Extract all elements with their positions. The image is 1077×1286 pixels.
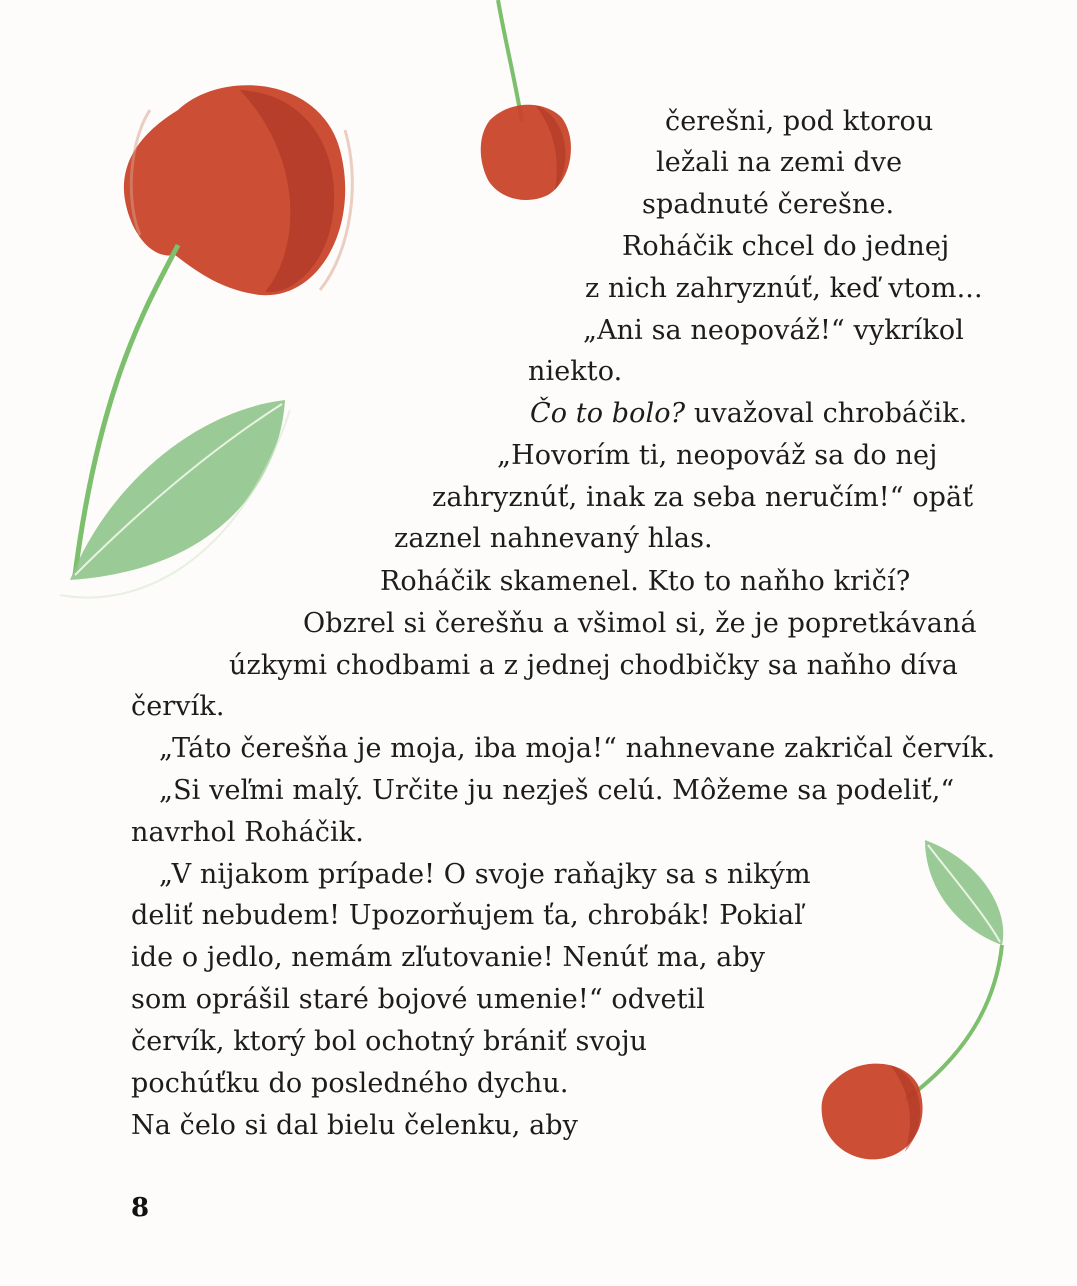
bottom-cherry-icon: [822, 1064, 923, 1160]
text-line: Na čelo si dal bielu čelenku, aby: [131, 1110, 579, 1141]
text-line: červík, ktorý bol ochotný brániť svoju: [131, 1026, 648, 1057]
stem-icon: [498, 0, 522, 122]
text-line: zaznel nahnevaný hlas.: [394, 523, 713, 554]
small-cherry-icon: [481, 105, 571, 200]
text-line: „Ani sa neopováž!“ vykríkol: [583, 315, 964, 346]
text-line: čerešni, pod ktorou: [665, 106, 934, 137]
text-line: „Táto čerešňa je moja, iba moja!“ nahnevane zakričal červík.: [159, 733, 996, 764]
text-line: ležali na zemi dve: [656, 147, 903, 178]
text-line: [530, 393, 967, 434]
text-line-rest: uvažoval chrobáčik.: [693, 398, 968, 429]
text-line: červík.: [131, 691, 225, 722]
italic-phrase: Čo to bolo?: [530, 398, 686, 429]
leaf-icon: [60, 400, 290, 598]
text-line: pochúťku do posledného dychu.: [131, 1068, 569, 1099]
stem-icon: [905, 945, 1002, 1100]
text-line: spadnuté čerešne.: [642, 189, 895, 220]
text-line: Obzrel si čerešňu a všimol si, že je popretkávaná: [303, 608, 977, 639]
text-line: z nich zahryznúť, keď vtom...: [585, 273, 983, 304]
page-number: 8: [131, 1193, 150, 1223]
text-line: „Hovorím ti, neopováž sa do nej: [497, 440, 938, 471]
text-line: „Si veľmi malý. Určite ju nezješ celú. Môžeme sa podeliť,“: [159, 775, 955, 806]
text-line: navrhol Roháčik.: [131, 817, 364, 848]
text-line: úzkymi chodbami a z jednej chodbičky sa naňho díva: [229, 650, 958, 681]
text-line: deliť nebudem! Upozorňujem ťa, chrobák! Pokiaľ: [131, 900, 803, 931]
text-line: zahryznúť, inak za seba neručím!“ opäť: [432, 482, 974, 513]
text-line: „V nijakom prípade! O svoje raňajky sa s nikým: [159, 859, 811, 890]
text-line: som oprášil staré bojové umenie!“ odvetil: [131, 984, 705, 1015]
text-line: Roháčik skamenel. Kto to naňho kričí?: [380, 566, 911, 597]
leaf-icon: [925, 840, 1003, 945]
large-cherry-icon: [124, 85, 352, 295]
text-line: niekto.: [528, 356, 623, 387]
text-line: Roháčik chcel do jednej: [622, 231, 950, 262]
text-line: ide o jedlo, nemám zľutovanie! Nenúť ma, aby: [131, 942, 766, 973]
